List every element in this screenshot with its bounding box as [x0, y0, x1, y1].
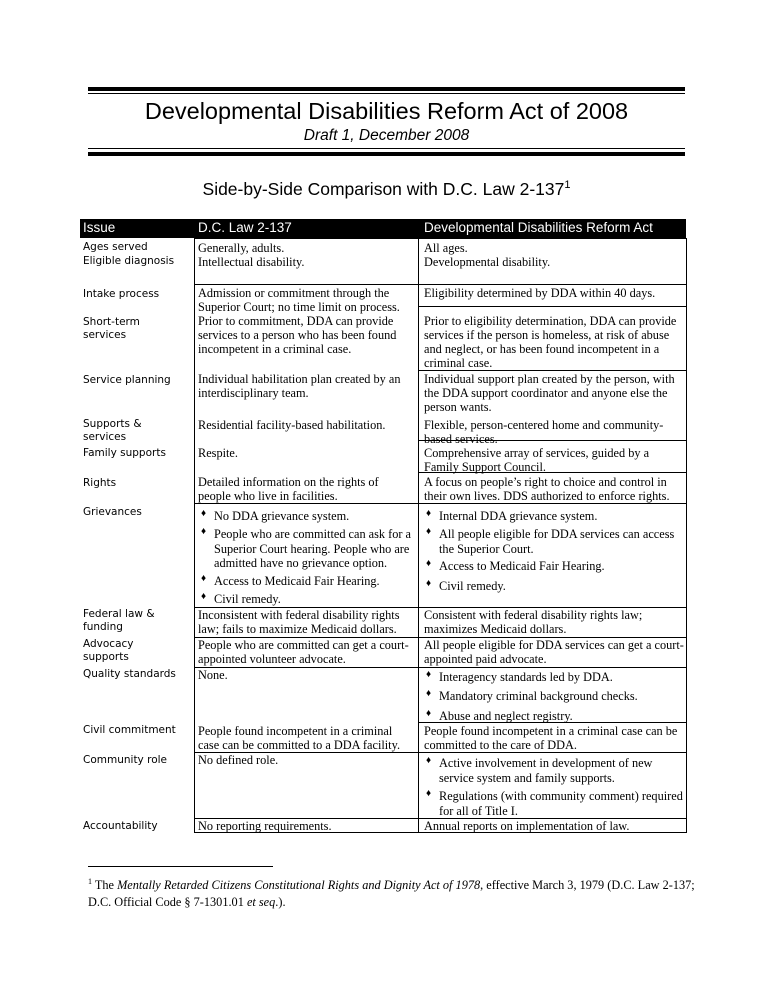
top-rule-thick	[88, 87, 685, 91]
dda-eligible-diagnosis: Developmental disability.	[424, 255, 551, 269]
diamond-bullet-icon: ♦	[201, 526, 207, 537]
row-line	[194, 284, 687, 285]
issue-intake-process: Intake process	[83, 288, 160, 300]
footnote-ref[interactable]: 1	[564, 179, 571, 192]
top-rule-thin	[88, 93, 685, 94]
bottom-rule-thick	[88, 152, 685, 156]
diamond-bullet-icon: ♦	[201, 591, 207, 602]
diamond-bullet-icon: ♦	[201, 573, 207, 584]
law-accountability: No reporting requirements.	[198, 819, 332, 833]
issue-ages-served: Ages served	[83, 241, 148, 253]
dda-quality-bullet: ♦ Abuse and neglect registry.	[426, 708, 573, 723]
issue-supports-services: Supports & services	[83, 418, 142, 443]
dda-civil-commitment: People found incompetent in a criminal case can be committed to the care of DDA.	[424, 724, 678, 752]
diamond-bullet-icon: ♦	[426, 526, 432, 537]
law-grievance-bullet: ♦ Access to Medicaid Fair Hearing.	[201, 573, 380, 588]
dda-service-planning: Individual support plan created by the person, with the DDA support coordinator and anyone else the person wants.	[424, 372, 675, 414]
diamond-bullet-icon: ♦	[426, 788, 432, 799]
dda-federal-law: Consistent with federal disability rights law; maximizes Medicaid dollars.	[424, 608, 643, 636]
dda-intake-process: Eligibility determined by DDA within 40 days.	[424, 286, 656, 300]
table-header	[80, 219, 686, 238]
row-line	[418, 306, 687, 307]
issue-eligible-diagnosis: Eligible diagnosis	[83, 255, 175, 267]
law-advocacy: People who are committed can get a court-appointed volunteer advocate.	[198, 638, 409, 666]
dda-grievance-bullet: ♦ Access to Medicaid Fair Hearing.	[426, 558, 605, 573]
issue-family-supports: Family supports	[83, 447, 166, 459]
footnote: $^1$ The Mentally Retarded Citizens Constitutional Rights and Dignity Act of 1978, effective March 3, 1979 (D.C. Law 2-137; D.C. Official Code § 7-1301.01 et seq.).	[88, 877, 695, 910]
dda-supports-services: Flexible, person-centered home and community-based services.	[424, 418, 664, 446]
header-issue: Issue	[83, 220, 116, 235]
dda-grievance-bullet: ♦ Civil remedy.	[426, 578, 506, 593]
law-family-supports: Respite.	[198, 446, 238, 460]
dda-rights: A focus on people’s right to choice and control in their own lives. DDS authorized to enforce rights.	[424, 475, 670, 503]
dda-quality-bullet: ♦ Mandatory criminal background checks.	[426, 688, 638, 703]
page-subtitle: Draft 1, December 2008	[303, 127, 470, 144]
diamond-bullet-icon: ♦	[426, 669, 432, 680]
dda-short-term-services: Prior to eligibility determination, DDA can provide services if the person is homeless, at risk of abuse and neglect, or has been found incompetent in a criminal case.	[424, 314, 677, 370]
dda-quality-bullet: ♦ Interagency standards led by DDA.	[426, 669, 613, 684]
row-line	[194, 503, 687, 504]
dda-family-supports: Comprehensive array of services, guided by a Family Support Council.	[424, 446, 650, 474]
diamond-bullet-icon: ♦	[426, 578, 432, 589]
diamond-bullet-icon: ♦	[426, 708, 432, 719]
issue-quality: Quality standards	[83, 668, 176, 680]
footnote-mark: 1	[88, 877, 92, 886]
issue-federal-law: Federal law & funding	[83, 608, 155, 633]
law-short-term-services: Prior to commitment, DDA can provide services to a person who has been found incompetent in a criminal case.	[198, 314, 397, 356]
bottom-rule-thin	[88, 148, 685, 149]
diamond-bullet-icon: ♦	[201, 508, 207, 519]
issue-civil-commitment: Civil commitment	[83, 724, 176, 736]
dda-community-bullet: ♦ Active involvement in development of new service system and family supports.	[426, 755, 653, 785]
diamond-bullet-icon: ♦	[426, 558, 432, 569]
dda-ages-served: All ages.	[424, 241, 468, 255]
issue-service-planning: Service planning	[83, 374, 171, 386]
law-civil-commitment: People found incompetent in a criminal case can be committed to a DDA facility.	[198, 724, 401, 752]
issue-grievances: Grievances	[83, 506, 142, 518]
law-grievance-bullet: ♦ People who are committed can ask for a Superior Court hearing. People who are admitted have no grievance option.	[201, 526, 412, 570]
law-supports-services: Residential facility-based habilitation.	[198, 418, 386, 432]
law-service-planning: Individual habilitation plan created by an interdisciplinary team.	[198, 372, 401, 400]
law-grievance-bullet: ♦ No DDA grievance system.	[201, 508, 350, 523]
diamond-bullet-icon: ♦	[426, 508, 432, 519]
law-rights: Detailed information on the rights of people who live in facilities.	[198, 475, 379, 503]
col-divider-2	[418, 238, 419, 833]
row-line	[418, 370, 687, 371]
header-dc-law: D.C. Law 2-137	[198, 220, 292, 235]
law-grievance-bullet: ♦ Civil remedy.	[201, 591, 281, 606]
dda-accountability: Annual reports on implementation of law.	[424, 819, 630, 833]
law-federal-law: Inconsistent with federal disability rights law; fails to maximize Medicaid dollars.	[198, 608, 400, 636]
law-quality: None.	[198, 668, 228, 682]
issue-rights: Rights	[83, 477, 117, 489]
col-divider-1	[194, 238, 195, 833]
header-dda-act: Developmental Disabilities Reform Act	[424, 220, 653, 235]
row-line	[194, 238, 687, 239]
dda-advocacy: All people eligible for DDA services can get a court-appointed paid advocate.	[424, 638, 684, 666]
law-community-role: No defined role.	[198, 753, 279, 767]
law-ages-served: Generally, adults.	[198, 241, 285, 255]
diamond-bullet-icon: ♦	[426, 688, 432, 699]
dda-grievance-bullet: ♦ All people eligible for DDA services can access the Superior Court.	[426, 526, 675, 556]
issue-accountability: Accountability	[83, 820, 158, 832]
issue-advocacy: Advocacy supports	[83, 638, 134, 663]
law-intake-process: Admission or commitment through the Superior Court; no time limit on process.	[198, 286, 400, 314]
law-eligible-diagnosis: Intellectual disability.	[198, 255, 305, 269]
issue-short-term-services: Short-term services	[83, 316, 140, 341]
footnote-rule	[88, 866, 273, 867]
issue-community-role: Community role	[83, 754, 167, 766]
dda-grievance-bullet: ♦ Internal DDA grievance system.	[426, 508, 598, 523]
dda-community-bullet: ♦ Regulations (with community comment) required for all of Title I.	[426, 788, 683, 818]
page-title: Developmental Disabilities Reform Act of 2008	[144, 98, 629, 124]
diamond-bullet-icon: ♦	[426, 755, 432, 766]
comparison-title: Side-by-Side Comparison with D.C. Law $2-137^1$	[202, 179, 571, 199]
